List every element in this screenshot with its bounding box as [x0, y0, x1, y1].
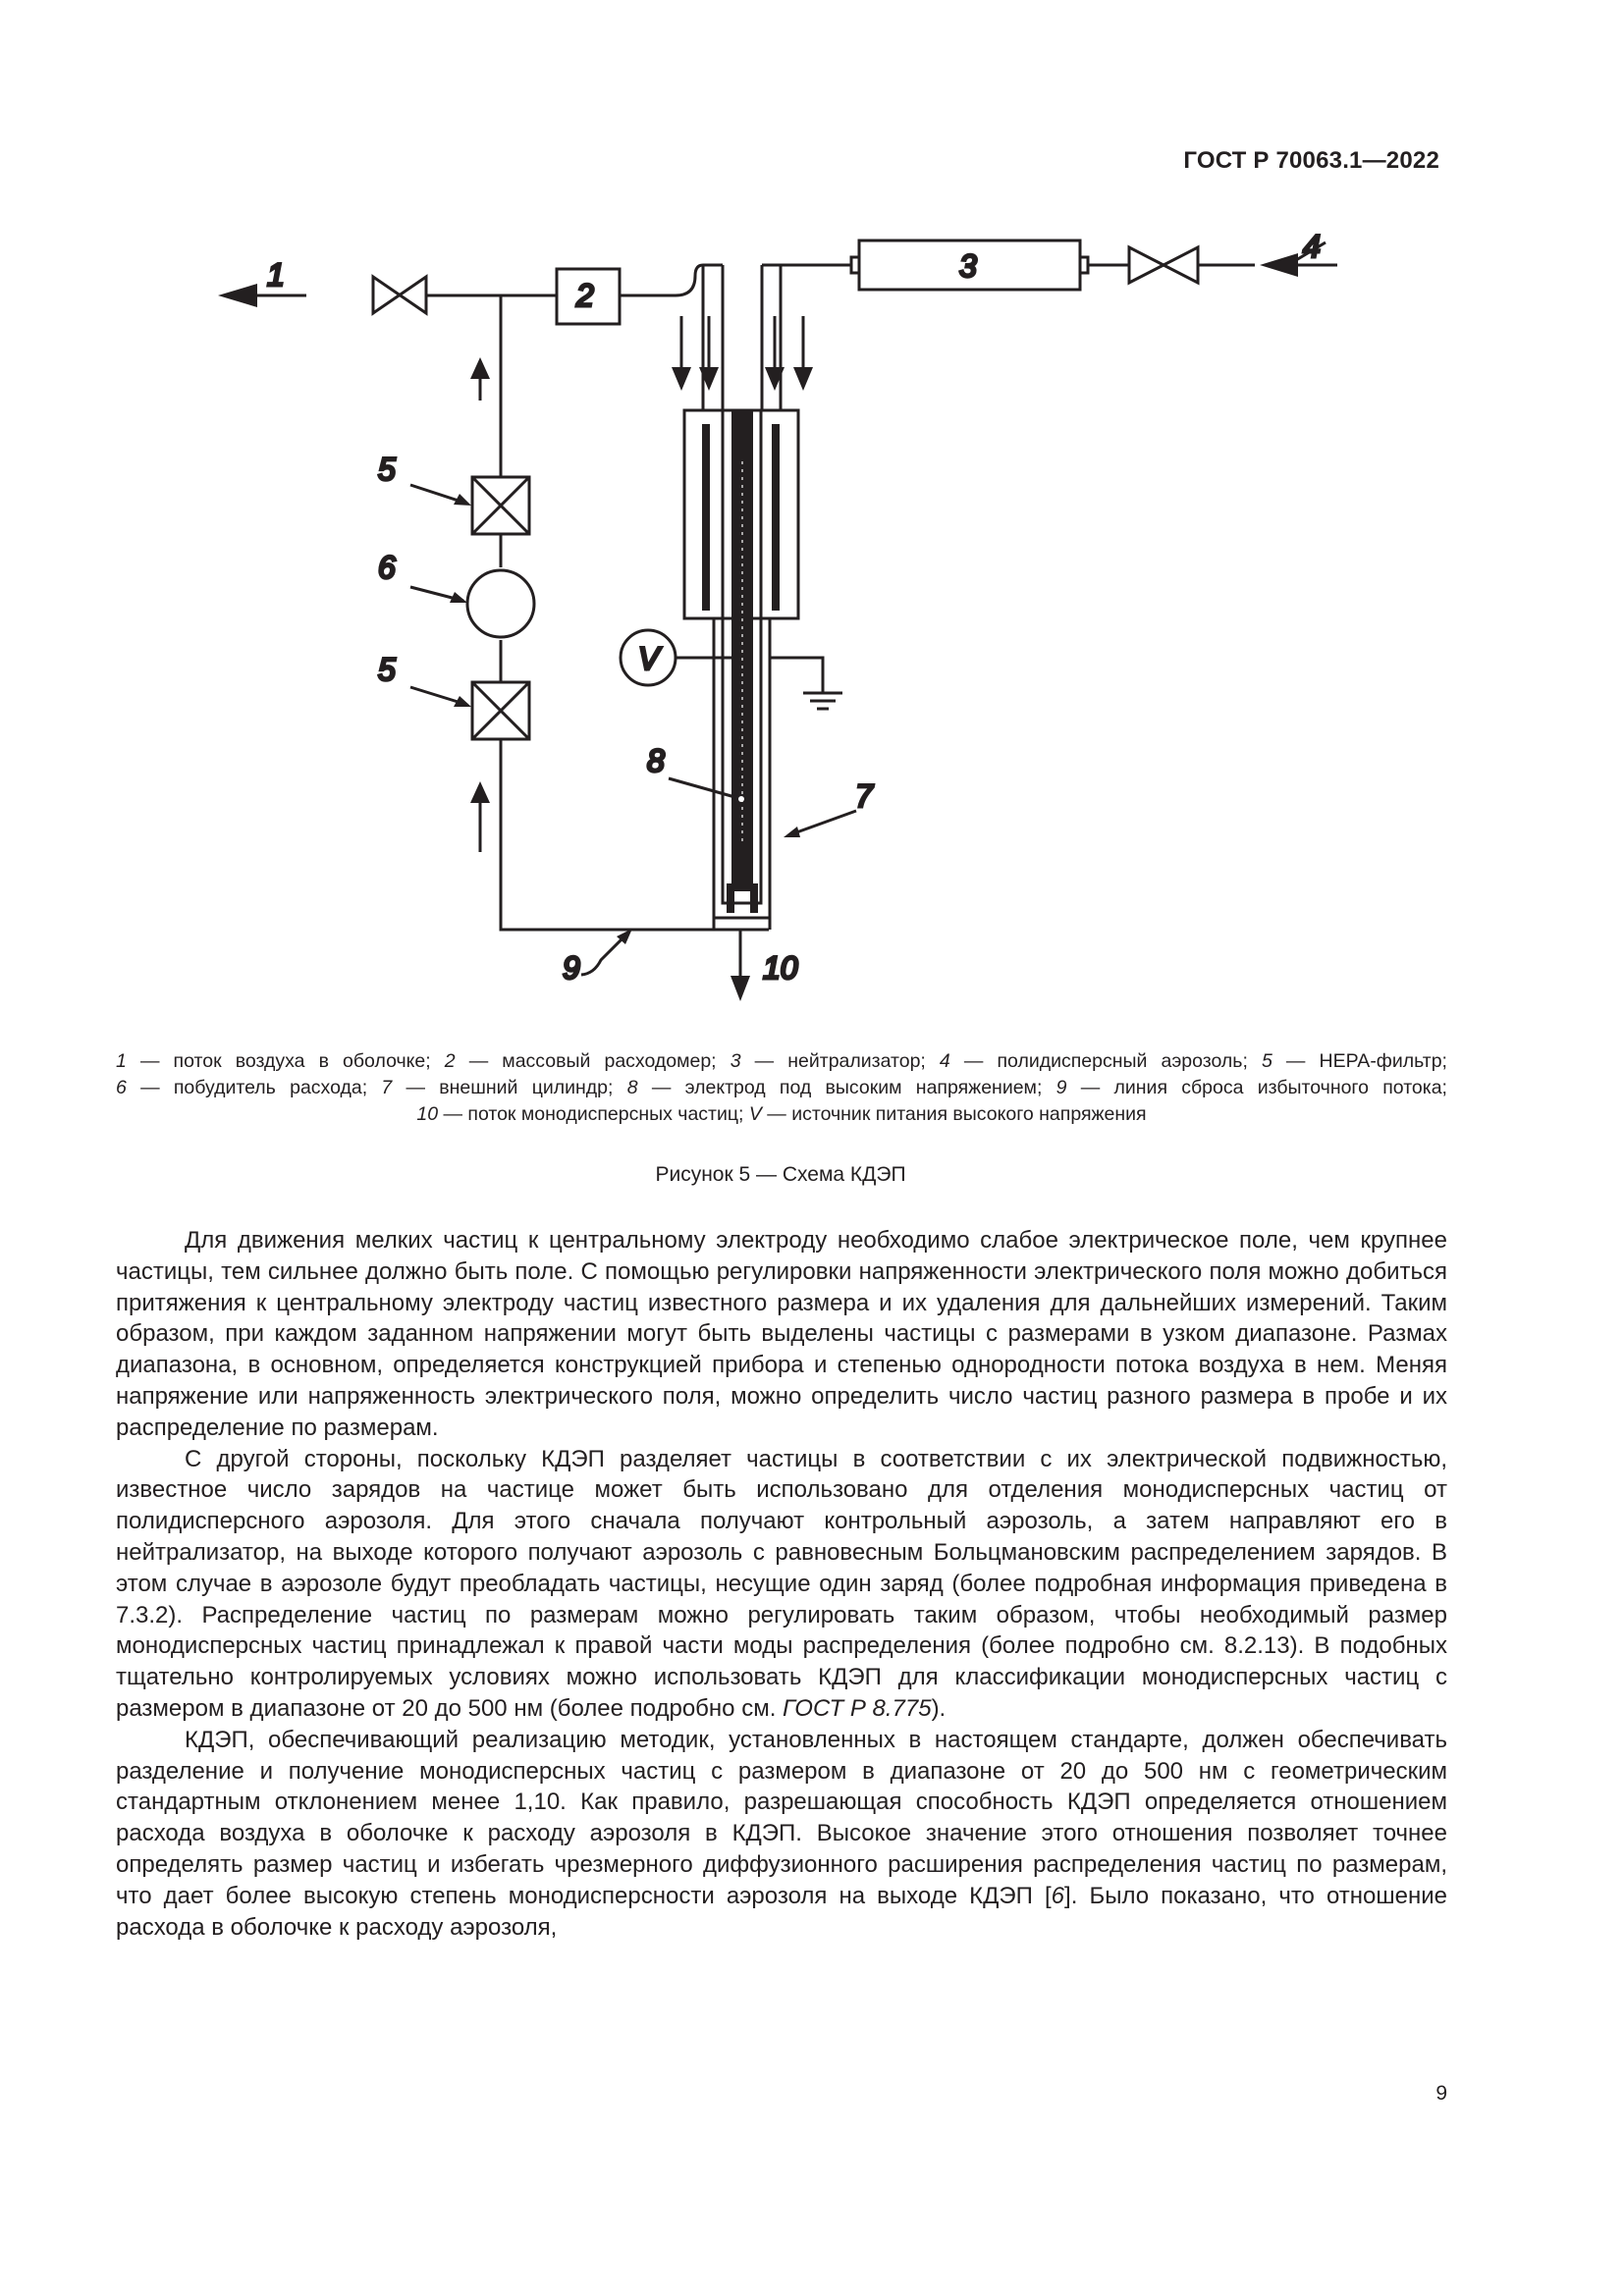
legend-text: — НЕРА-фильтр;	[1272, 1050, 1447, 1072]
label-1: 1	[267, 257, 285, 293]
label-4: 4	[1303, 229, 1321, 264]
flow-arrow-up-lower-icon	[470, 781, 490, 852]
paragraph-2-text: С другой стороны, поскольку КДЭП разделяет частицы в соответствии с их электрической подвижностью, известное число зарядов на частице может быть использовано для отделения монодисперсных частиц от полидисперсного аэрозоля. Для этого сначала получают контрольный аэрозоль, а затем направляют его в нейтрализатор, на выходе которого получают аэрозоль с равновесным Больцмановским распределением зарядов. В этом случае в аэрозоле будут преобладать частицы, несущие один заряд (более подробная информация приведена в 7.3.2). Распределение частиц по размерам можно регулировать таким образом, чтобы необходимый размер монодисперсных частиц принадлежал к правой части моды распределения (более подробно см. 8.2.13). В подобных тщательно контролируемых условиях можно использовать КДЭП для классификации монодисперсных частиц с размером в диапазоне от 20 до 500 нм (более подробно см.	[116, 1445, 1447, 1722]
page-header: ГОСТ Р 70063.1—2022	[1183, 147, 1439, 174]
label-3: 3	[959, 248, 977, 284]
figure-caption: Рисунок 5 — Схема КДЭП	[655, 1163, 906, 1186]
body-text	[116, 1225, 1447, 1943]
legend-num: 9	[1056, 1077, 1067, 1098]
paragraph-3	[116, 1725, 1447, 1944]
legend-text: — массовый расходомер;	[455, 1050, 731, 1072]
paragraph-3-end: ]. Было показано, что отношение расхода в оболочке к расходу аэрозоля,	[116, 1882, 1448, 1941]
legend-num: 1	[116, 1050, 127, 1072]
legend-text: — полидисперсный аэрозоль;	[949, 1050, 1262, 1072]
legend-text: — источник питания высокого напряжения	[761, 1103, 1147, 1125]
flow-arrows-into-column-icon	[672, 316, 813, 391]
paragraph-2-end: ).	[931, 1694, 947, 1722]
figure-legend	[116, 1048, 1447, 1128]
legend-text: — побудитель расхода;	[126, 1077, 382, 1098]
legend-num: 2	[444, 1050, 456, 1072]
valve-left-icon	[373, 277, 426, 313]
ground-icon	[770, 658, 842, 709]
arrow-monodisperse-out	[731, 930, 750, 1001]
label-5-upper: 5	[378, 452, 396, 487]
paragraph-1: Для движения мелких частиц к центральному электроду необходимо слабое электрическое поле, чем крупнее частицы, тем сильнее должно быть поле. С помощью регулировки напряженности электрического поля можно добиться притяжения к центральному электроду частиц известного размера и их удаления для дальнейших измерений. Таким образом, при каждом заданном напряжении могут быть выделены частицы с размерами в узком диапазоне. Размах диапазона, в основном, определяется конструкцией прибора и степенью однородности потока воздуха в нем. Меняя напряжение или напряженность электрического поля, можно определить число частиц разного размера в пробе и их распределение по размерам.	[116, 1227, 1447, 1441]
flow-arrow-up-upper-icon	[470, 357, 490, 400]
legend-num: 4	[939, 1050, 950, 1072]
legend-line-1	[116, 1048, 1447, 1075]
label-2: 2	[576, 278, 594, 313]
label-8: 8	[647, 743, 665, 778]
leader-8	[669, 778, 738, 798]
legend-num: 6	[116, 1077, 127, 1098]
legend-num: 10	[416, 1103, 439, 1125]
label-v: V	[638, 641, 660, 676]
paragraph-3-text: КДЭП, обеспечивающий реализацию методик, установленных в настоящем стандарте, должен обеспечивать разделение и получение монодисперсных частиц с размером в диапазоне от 20 до 500 нм с геометрическим стандартным отклонением менее 1,10. Как правило, разрешающая способность КДЭП определяется отношением расхода воздуха в оболочке к расходу аэрозоля в КДЭП. Высокое значение этого отношения позволяет точнее определять размер частиц и избегать чрезмерного диффузионного расширения распределения частиц по размерам, что дает более высокую степень монодисперсности аэрозоля на выходе КДЭП [	[116, 1726, 1447, 1909]
pipe-top-right	[620, 265, 703, 295]
bibliography-reference: 6	[1051, 1882, 1065, 1909]
label-6: 6	[378, 550, 396, 585]
legend-num: 5	[1261, 1050, 1272, 1072]
legend-text: — поток монодисперсных частиц;	[438, 1103, 749, 1125]
paragraph-2	[116, 1444, 1447, 1725]
label-10: 10	[763, 950, 798, 986]
legend-num: 7	[381, 1077, 393, 1098]
legend-num: 3	[730, 1050, 741, 1072]
standard-reference: ГОСТ Р 8.775	[783, 1694, 932, 1722]
page-number: 9	[1435, 2082, 1447, 2105]
pump-circle-icon	[467, 570, 534, 637]
label-7: 7	[855, 778, 873, 814]
label-5-lower: 5	[378, 652, 396, 687]
legend-text: — электрод под высоким напряжением;	[637, 1077, 1056, 1098]
legend-text: — внешний цилиндр;	[392, 1077, 627, 1098]
label-9: 9	[563, 950, 580, 986]
legend-text: — нейтрализатор;	[740, 1050, 940, 1072]
arrow-sheath-air-out	[218, 284, 306, 307]
hepa-filter-upper-icon	[472, 477, 529, 534]
legend-line-3	[116, 1101, 1447, 1128]
legend-text: — поток воздуха в оболочке;	[126, 1050, 445, 1072]
hepa-filter-lower-icon	[472, 682, 529, 739]
legend-text: — линия сброса избыточного потока;	[1066, 1077, 1447, 1098]
valve-right-icon	[1129, 247, 1198, 283]
dma-schematic-figure	[0, 0, 1624, 1041]
arrow-aerosol-in	[1260, 242, 1337, 277]
legend-num: 8	[626, 1077, 638, 1098]
legend-num: V	[748, 1103, 762, 1125]
legend-line-2	[116, 1075, 1447, 1101]
